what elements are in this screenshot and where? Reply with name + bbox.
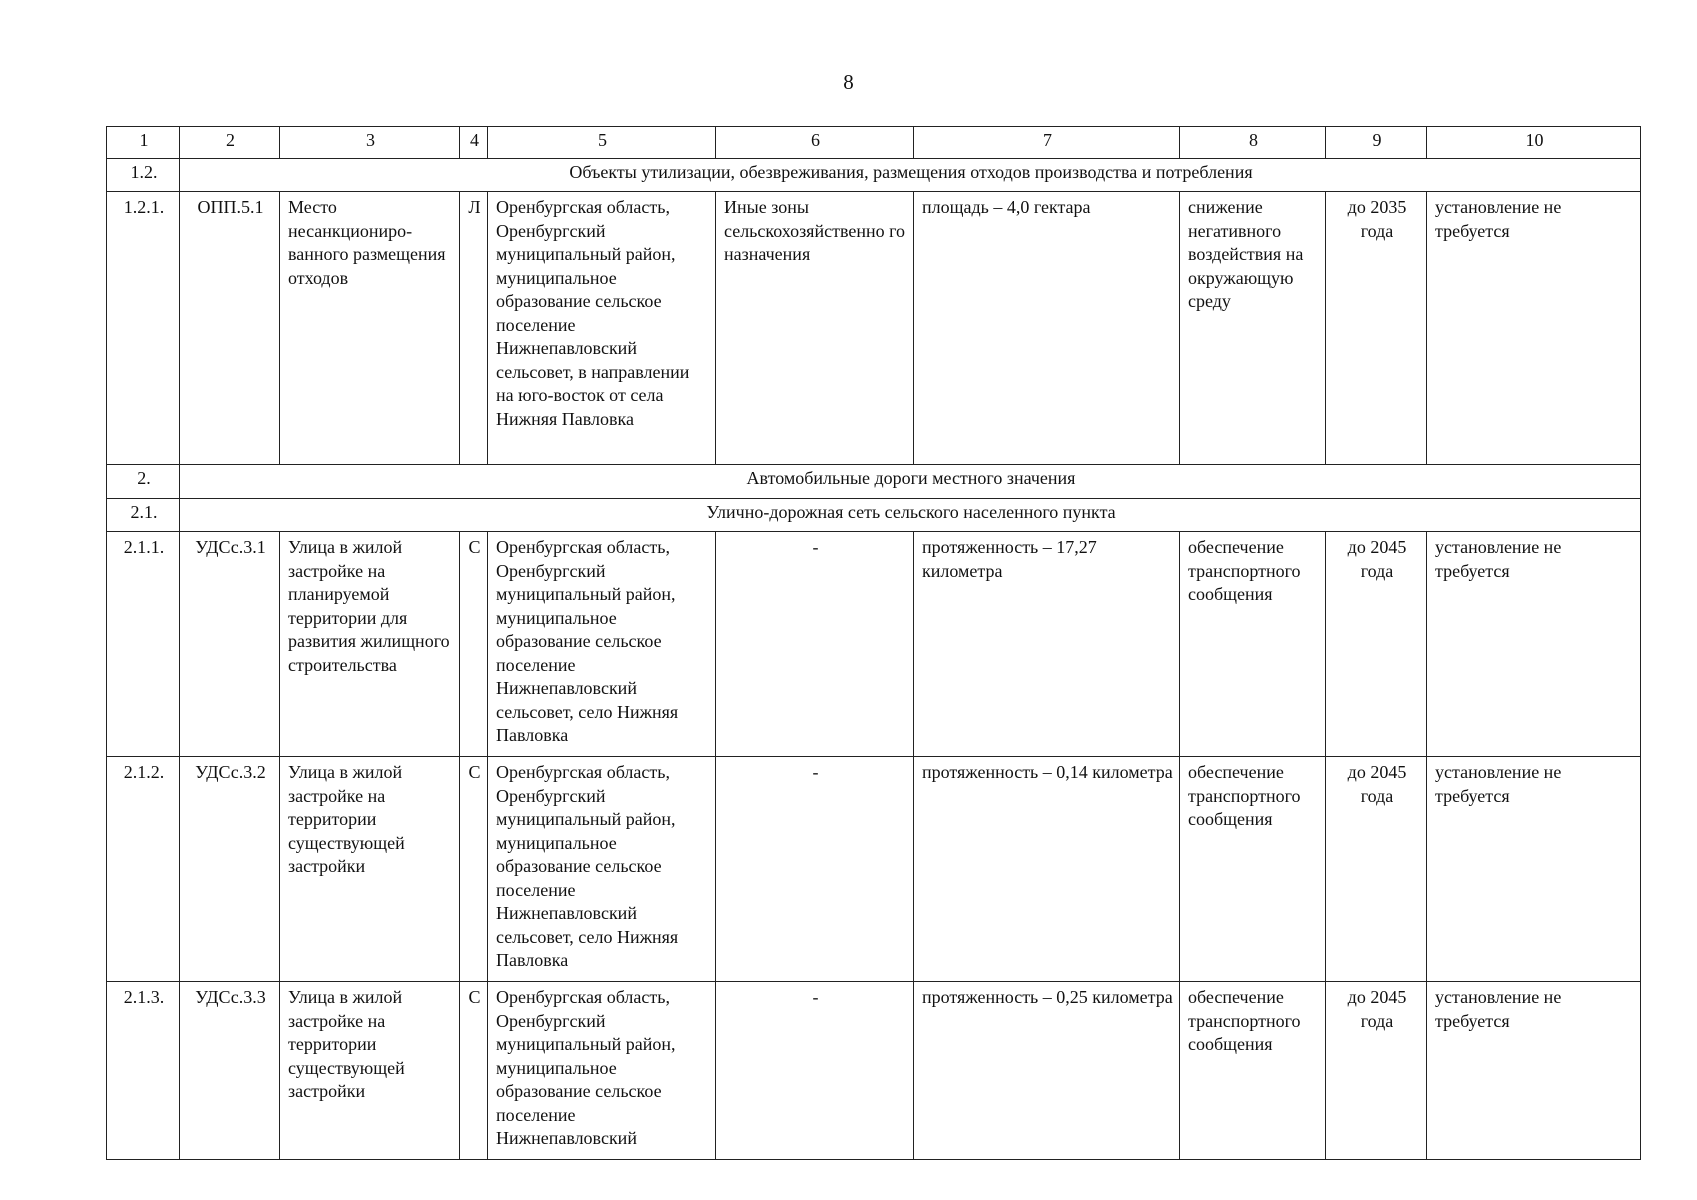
object-characteristics: площадь – 4,0 гектара [914, 192, 1180, 465]
object-term: до 2045 года [1326, 982, 1427, 1160]
object-name: Место несанкциониро-ванного размещения отходов [280, 192, 460, 465]
object-term: до 2045 года [1326, 532, 1427, 757]
column-number: 5 [488, 127, 716, 159]
section-title: Улично-дорожная сеть сельского населенного пункта [180, 498, 1641, 532]
column-number: 2 [180, 127, 280, 159]
object-term: до 2045 года [1326, 757, 1427, 982]
section-row [107, 158, 1641, 192]
section-row [107, 498, 1641, 532]
zones-note: установление не требуется [1427, 757, 1641, 982]
page-number: 8 [843, 70, 854, 94]
table-row [107, 757, 1641, 982]
column-number: 3 [280, 127, 460, 159]
object-name: Улица в жилой застройке на территории существующей застройки [280, 757, 460, 982]
functional-zone: Иные зоны сельскохозяйственно го назначения [716, 192, 914, 465]
object-name: Улица в жилой застройке на планируемой территории для развития жилищного строительства [280, 532, 460, 757]
object-location: Оренбургская область, Оренбургский муниципальный район, муниципальное образование сельское поселение Нижнепавловский сельсовет, село Нижняя Павловка [488, 757, 716, 982]
column-number: 10 [1427, 127, 1641, 159]
object-purpose: обеспечение транспортного сообщения [1180, 757, 1326, 982]
section-title: Автомобильные дороги местного значения [180, 465, 1641, 499]
object-characteristics: протяженность – 0,25 километра [914, 982, 1180, 1160]
object-type: С [460, 532, 488, 757]
object-term: до 2035 года [1326, 192, 1427, 465]
object-location: Оренбургская область, Оренбургский муниципальный район, муниципальное образование сельское поселение Нижнепавловский [488, 982, 716, 1160]
column-number: 9 [1326, 127, 1427, 159]
table-row [107, 192, 1641, 465]
column-number: 1 [107, 127, 180, 159]
object-code: УДСс.3.2 [180, 757, 280, 982]
row-number: 1.2.1. [107, 192, 180, 465]
object-characteristics: протяженность – 0,14 километра [914, 757, 1180, 982]
zones-note: установление не требуется [1427, 532, 1641, 757]
functional-zone: - [716, 757, 914, 982]
table-row [107, 532, 1641, 757]
section-row [107, 465, 1641, 499]
section-number: 2.1. [107, 498, 180, 532]
object-type: С [460, 982, 488, 1160]
object-name: Улица в жилой застройке на территории существующей застройки [280, 982, 460, 1160]
zones-note: установление не требуется [1427, 192, 1641, 465]
table-row [107, 982, 1641, 1160]
objects-table [106, 126, 1641, 1160]
row-number: 2.1.1. [107, 532, 180, 757]
object-characteristics: протяженность – 17,27 километра [914, 532, 1180, 757]
section-title: Объекты утилизации, обезвреживания, размещения отходов производства и потребления [180, 158, 1641, 192]
functional-zone: - [716, 982, 914, 1160]
section-number: 1.2. [107, 158, 180, 192]
object-code: УДСс.3.3 [180, 982, 280, 1160]
object-location: Оренбургская область, Оренбургский муниципальный район, муниципальное образование сельское поселение Нижнепавловский сельсовет, в направлении на юго-восток от села Нижняя Павловка [488, 192, 716, 465]
functional-zone: - [716, 532, 914, 757]
object-type: Л [460, 192, 488, 465]
column-number-row [107, 127, 1641, 159]
object-code: ОПП.5.1 [180, 192, 280, 465]
object-purpose: обеспечение транспортного сообщения [1180, 532, 1326, 757]
column-number: 8 [1180, 127, 1326, 159]
section-number: 2. [107, 465, 180, 499]
object-code: УДСс.3.1 [180, 532, 280, 757]
column-number: 4 [460, 127, 488, 159]
zones-note: установление не требуется [1427, 982, 1641, 1160]
object-purpose: снижение негативного воздействия на окружающую среду [1180, 192, 1326, 465]
column-number: 7 [914, 127, 1180, 159]
column-number: 6 [716, 127, 914, 159]
object-purpose: обеспечение транспортного сообщения [1180, 982, 1326, 1160]
row-number: 2.1.2. [107, 757, 180, 982]
object-type: С [460, 757, 488, 982]
row-number: 2.1.3. [107, 982, 180, 1160]
object-location: Оренбургская область, Оренбургский муниципальный район, муниципальное образование сельское поселение Нижнепавловский сельсовет, село Нижняя Павловка [488, 532, 716, 757]
